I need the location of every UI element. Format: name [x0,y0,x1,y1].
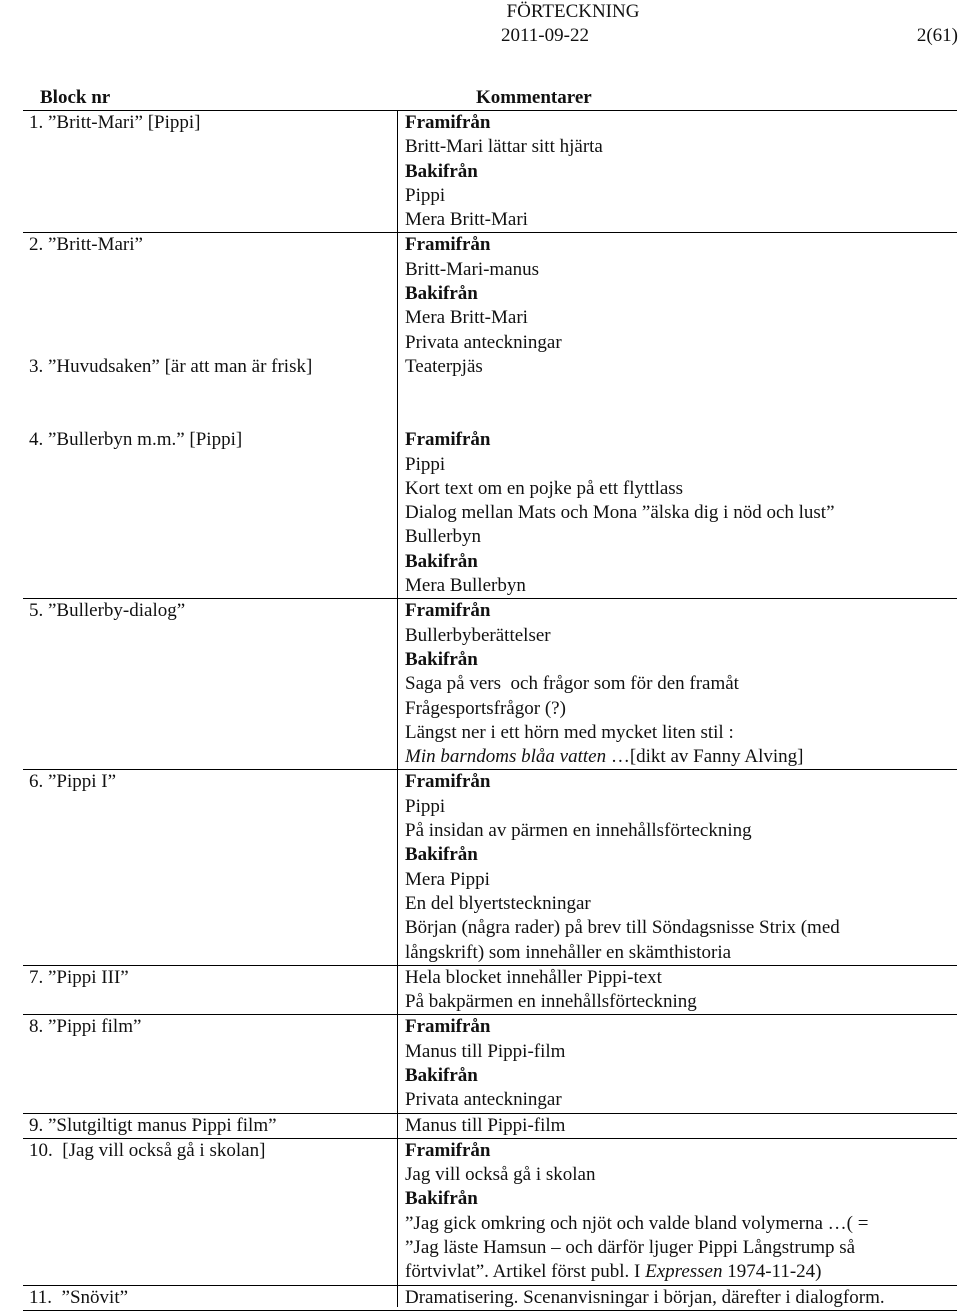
comment-text: På insidan av pärmen en innehållsförteckning [405,820,752,842]
comment-text: Framifrån [405,429,491,451]
comment-line [405,1236,957,1260]
side-heading [405,1015,957,1039]
inventory-table [23,110,957,1311]
comment-line [405,135,957,159]
table-row [23,355,957,428]
comment-line [405,258,957,282]
block-label [23,1015,397,1113]
block-comments [397,1138,957,1285]
block-label [23,355,397,428]
comment-text: Framifrån [405,771,491,793]
side-heading [405,1064,957,1088]
italic-title: Min barndoms blåa vatten [405,746,607,768]
column-header-block-nr: Block nr [40,87,111,108]
comment-line [405,916,957,940]
comment-line [405,1040,957,1064]
comment-text: ”Jag läste Hamsun – och därför ljuger Pippi Långstrump så [405,1237,856,1259]
comment-line [405,184,957,208]
table-row [23,965,957,1015]
block-comments [397,1113,957,1138]
side-heading [405,428,957,452]
column-divider [397,110,398,1307]
side-heading [405,648,957,672]
comment-text: Bakifrån [405,160,478,182]
table-row [23,599,957,770]
table-row [23,233,957,355]
block-label-text: 5. ”Bullerby-dialog” [29,600,186,622]
comment-line [405,477,957,501]
table-row [23,111,957,233]
comment-text: Privata anteckningar [405,331,562,353]
document-title: FÖRTECKNING [506,1,640,22]
comment-text: Mera Bullerbyn [405,575,526,597]
comment-line [405,1286,957,1310]
comment-line [405,868,957,892]
comment-text: Bakifrån [405,648,478,670]
block-label-text: 7. ”Pippi III” [29,966,129,988]
comment-text: förtvivlat”. Artikel först publ. I [405,1261,646,1283]
block-comments [397,111,957,233]
comment-text: Britt-Mari lättar sitt hjärta [405,136,603,158]
comment-text: Framifrån [405,112,491,133]
block-comments [397,1015,957,1113]
comment-text: Pippi [405,184,446,206]
side-heading [405,843,957,867]
block-label-text: 3. ”Huvudsaken” [är att man är frisk] [29,355,313,377]
comment-text: Dramatisering. Scenanvisningar i början, därefter i dialogform. [405,1286,885,1308]
comment-text: Bakifrån [405,1064,478,1086]
comment-text: Bullerbyberättelser [405,624,551,646]
comment-text: En del blyertsteckningar [405,892,591,914]
comment-text: Bakifrån [405,550,478,572]
side-heading [405,1139,957,1163]
comment-text: Bakifrån [405,283,478,305]
comment-text: Dialog mellan Mats och Mona ”älska dig i nöd och lust” [405,502,835,524]
block-comments [397,355,957,428]
comment-line [405,990,957,1014]
comment-text: Manus till Pippi-film [405,1040,566,1062]
comment-text: Kort text om en pojke på ett flyttlass [405,477,684,499]
comment-line [405,941,957,965]
side-heading [405,233,957,257]
comment-text: Framifrån [405,1016,491,1038]
comment-line [405,624,957,648]
comment-text: ”Jag gick omkring och njöt och valde bland volymerna …( = [405,1212,869,1234]
comment-line [405,892,957,916]
block-label [23,1113,397,1138]
block-label [23,599,397,770]
document-date: 2011-09-22 [501,25,589,46]
block-label-text: 4. ”Bullerbyn m.m.” [Pippi] [29,429,243,451]
comment-line [405,721,957,745]
comment-line [405,672,957,696]
block-comments [397,233,957,355]
column-header-kommentarer: Kommentarer [476,87,592,108]
comment-text: Början (några rader) på brev till Söndagsnisse Strix (med [405,917,840,939]
comment-text: Pippi [405,453,446,475]
comment-text: Hela blocket innehåller Pippi-text [405,966,662,988]
comment-text: Saga på vers och frågor som för den framåt [405,673,739,695]
comment-line [405,208,957,232]
side-heading [405,1187,957,1211]
block-label [23,428,397,599]
block-label [23,965,397,1015]
comment-text: Framifrån [405,600,491,622]
comment-text: Bakifrån [405,844,478,866]
italic-title: Expressen [645,1261,723,1283]
comment-line [405,697,957,721]
block-comments [397,965,957,1015]
comment-line [405,819,957,843]
comment-line [405,1260,957,1284]
block-comments [397,770,957,965]
comment-line [405,1114,957,1138]
comment-text: Frågesportsfrågor (?) [405,697,566,719]
block-label [23,1138,397,1285]
block-comments [397,428,957,599]
comment-text: Manus till Pippi-film [405,1114,566,1136]
table-row [23,770,957,965]
comment-line [405,795,957,819]
side-heading [405,282,957,306]
block-label [23,233,397,355]
block-label [23,111,397,233]
comment-text: Bakifrån [405,1188,478,1210]
comment-line [405,306,957,330]
comment-text: Mera Britt-Mari [405,307,528,329]
block-label-text: 6. ”Pippi I” [29,771,117,793]
comment-line [405,966,957,990]
page-number: 2(61) [916,25,958,46]
comment-text: långskrift) som innehåller en skämthistoria [405,941,732,963]
block-label-text: 10. [Jag vill också gå i skolan] [29,1139,266,1161]
comment-text: Pippi [405,795,446,817]
block-label-text: 8. ”Pippi film” [29,1016,142,1038]
blank-gap [405,379,957,428]
comment-text: Jag vill också gå i skolan [405,1164,596,1186]
side-heading [405,550,957,574]
comment-text: Privata anteckningar [405,1089,562,1111]
table-row [23,1138,957,1285]
block-label-text: 11. ”Snövit” [29,1286,129,1308]
comment-line [405,453,957,477]
comment-line [405,501,957,525]
comment-line [405,1088,957,1112]
comment-text: 1974-11-24) [722,1261,822,1283]
block-comments [397,599,957,770]
block-label-text: 2. ”Britt-Mari” [29,234,143,256]
comment-text: Britt-Mari-manus [405,258,540,280]
comment-text: Framifrån [405,234,491,256]
comment-line [405,355,957,379]
table-row [23,1015,957,1113]
side-heading [405,770,957,794]
comment-text: Teaterpjäs [405,355,483,377]
comment-line [405,1163,957,1187]
table-row [23,428,957,599]
table-row [23,1113,957,1138]
page-header [0,0,960,55]
block-comments [397,1285,957,1310]
comment-text: Mera Pippi [405,868,490,890]
comment-text: Längst ner i ett hörn med mycket liten stil : [405,721,734,743]
comment-line [405,331,957,355]
comment-line [405,745,957,769]
table-row [23,1285,957,1310]
comment-text: …[dikt av Fanny Alving] [606,746,804,768]
side-heading [405,599,957,623]
comment-line [405,574,957,598]
comment-text: Mera Britt-Mari [405,209,528,231]
side-heading [405,160,957,184]
comment-text: Bullerbyn [405,526,481,548]
comment-text: Framifrån [405,1139,491,1161]
comment-line [405,525,957,549]
block-label [23,1285,397,1310]
comment-line [405,1212,957,1236]
block-label-text: 1. ”Britt-Mari” [Pippi] [29,112,201,133]
block-label [23,770,397,965]
block-label-text: 9. ”Slutgiltigt manus Pippi film” [29,1114,277,1136]
comment-text: På bakpärmen en innehållsförteckning [405,991,697,1013]
side-heading [405,111,957,135]
